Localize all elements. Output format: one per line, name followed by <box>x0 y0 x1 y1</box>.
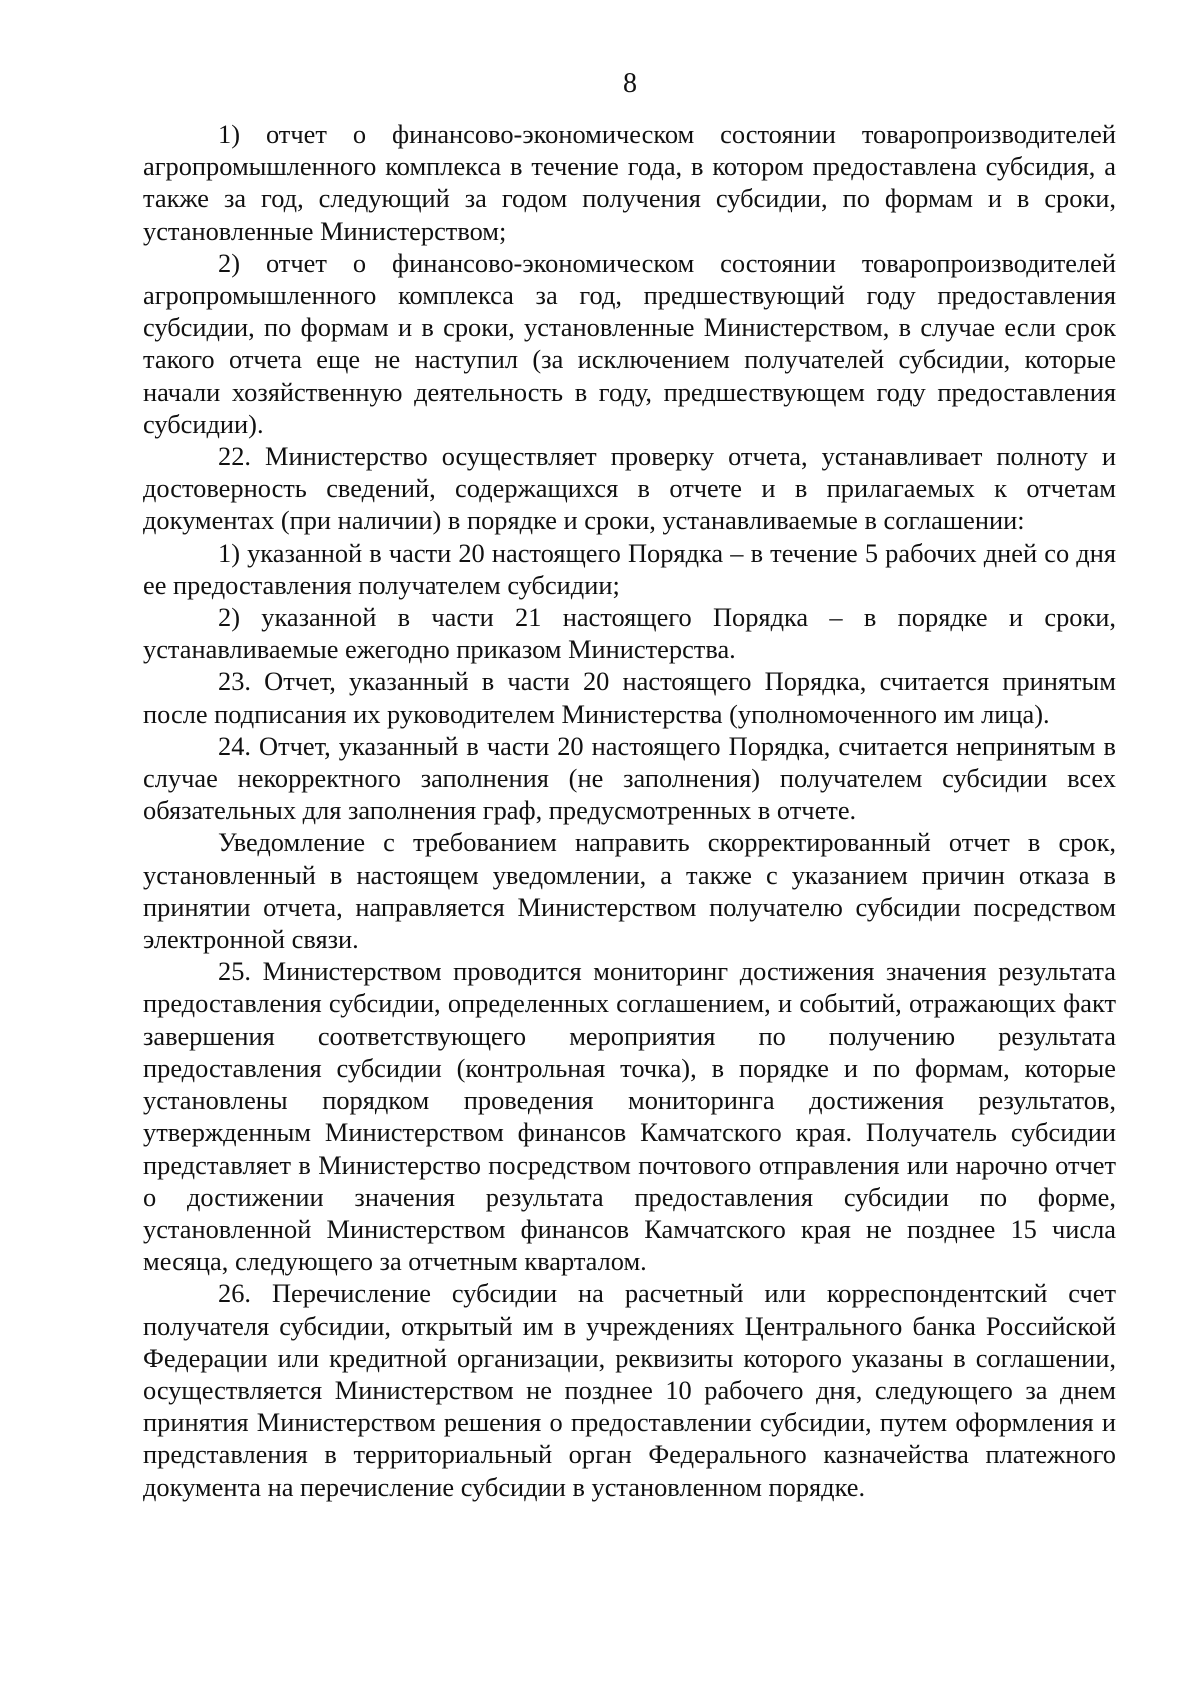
paragraph-26: 26. Перечисление субсидии на расчетный или корреспондентский счет получателя субсидии, открытый им в учреждениях Центрального банка Российской Федерации или кредитной организации, реквизиты которого указаны в соглашении, осуществляется Министерством не позднее 10 рабочего дня, следующего за днем принятия Министерством решения о предоставлении субсидии, путем оформления и представления в территориальный орган Федерального казначейства платежного документа на перечисление субсидии в установленном порядке. <box>143 1278 1116 1502</box>
paragraph-notification: Уведомление с требованием направить скорректированный отчет в срок, установленный в настоящем уведомлении, а также с указанием причин отказа в принятии отчета, направляется Министерством получателю субсидии посредством электронной связи. <box>143 827 1116 955</box>
paragraph-report-1: 1) отчет о финансово-экономическом состоянии товаропроизводителей агропромышленного комплекса в течение года, в котором предоставлена субсидия, а также за год, следующий за годом получения субсидии, по формам и в сроки, установленные Министерством; <box>143 119 1116 246</box>
document-body <box>143 118 1116 1503</box>
paragraph-24: 24. Отчет, указанный в части 20 настоящего Порядка, считается непринятым в случае некорректного заполнения (не заполнения) получателем субсидии всех обязательных для заполнения граф, предусмотренных в отчете. <box>143 730 1116 826</box>
paragraph-25: 25. Министерством проводится мониторинг достижения значения результата предоставления субсидии, определенных соглашением, и событий, отражающих факт завершения соответствующего мероприятия по получению результата предоставления субсидии (контрольная точка), в порядке и по формам, которые установлены порядком проведения мониторинга достижения результатов, утвержденным Министерством финансов Камчатского края. Получатель субсидии представляет в Министерство посредством почтового отправления или нарочно отчет о достижении значения результата предоставления субсидии по форме, установленной Министерством финансов Камчатского края не позднее 15 числа месяца, следующего за отчетным кварталом. <box>143 956 1116 1277</box>
paragraph-22-item-1: 1) указанной в части 20 настоящего Порядка – в течение 5 рабочих дней со дня ее предоставления получателем субсидии; <box>143 537 1116 600</box>
paragraph-23: 23. Отчет, указанный в части 20 настоящего Порядка, считается принятым после подписания их руководителем Министерства (уполномоченного им лица). <box>143 666 1116 729</box>
paragraph-22: 22. Министерство осуществляет проверку отчета, устанавливает полноту и достоверность сведений, содержащихся в отчете и в прилагаемых к отчетам документах (при наличии) в порядке и сроки, устанавливаемые в соглашении: <box>143 441 1116 536</box>
page-number: 8 <box>623 68 637 99</box>
paragraph-report-2: 2) отчет о финансово-экономическом состоянии товаропроизводителей агропромышленного комплекса за год, предшествующий году предоставления субсидии, по формам и в сроки, установленные Министерством, в случае если срок такого отчета еще не наступил (за исключением получателей субсидии, которые начали хозяйственную деятельность в году, предшествующем году предоставления субсидии). <box>143 247 1116 439</box>
paragraph-22-item-2: 2) указанной в части 21 настоящего Порядка – в порядке и сроки, устанавливаемые ежегодно приказом Министерства. <box>143 602 1116 665</box>
